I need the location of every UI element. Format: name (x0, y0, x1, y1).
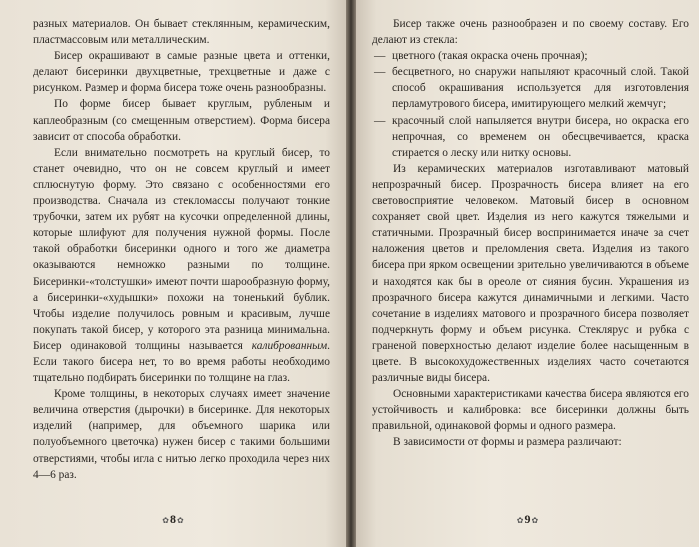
dash-icon: — (374, 66, 386, 79)
left-paragraph-3: По форме бисер бывает круглым, рубленым и каплеобразным (со смещенным отверстием). Форма бисера зависит от способа обработки. (33, 98, 330, 143)
left-paragraph-4-tail: . Если такого бисера нет, то во время работы необходимо тщательно подбирать бисеринки по толщине на глаз. (33, 339, 330, 385)
ornament-icon: ✿ (177, 516, 184, 525)
right-paragraph-3: В зависимости от формы и размера различают: (393, 436, 622, 449)
list-item: — бесцветного, но снаружи напыляют красочный слой. Такой способ окрашивания используется для изготовления перламутрового бисера, имитирующего мелкий жемчуг; (374, 66, 689, 111)
term-calibrated: калиброванным (251, 339, 328, 352)
right-paragraph-1: Из керамических материалов изготавливают матовый непрозрачный бисер. Прозрачность бисера влияет на его световосприятие человеком. Матовый бисер в основном сохраняет свой цвет. Изделия из него кажутся тяжелыми и статичными. Прозрачный бисер воспринимается иначе за счет наложения цветов и преломления света. Изделия из такого бисера при ярком освещении зрительно увеличиваются в объеме и находятся как бы в ореоле от сияния бусин. Украшения из прозрачного бисера кажутся динамичными и легкими. Часто сочетание в изделиях матового и прозрачного бисера позволяет подчеркнуть форму и объем рисунка. Стеклярус и рубка с граненой поверхностью делают изделие более насыщенным в цвете. В высокохудожественных изделиях часто сочетаются различные виды бисера. (372, 162, 689, 385)
dash-icon: — (374, 114, 386, 127)
book-gutter (346, 0, 356, 547)
right-page (356, 0, 699, 547)
left-paragraph-2: Бисер окрашивают в самые разные цвета и оттенки, делают бисеринки двухцветные, трехцветные и даже с рисунком. Размер и форма бисера тоже очень разнообразны. (33, 50, 330, 95)
right-intro: Бисер также очень разнообразен и по своему составу. Его делают из стекла: (372, 18, 689, 47)
page-number-left (0, 512, 346, 527)
page-number-9: 9 (524, 512, 531, 526)
left-paragraph-5: Кроме толщины, в некоторых случаях имеет значение величина отверстия (дырочки) в бисеринке. Для некоторых изделий (например, для объемного шарика или полуобъемного цветочка) нужен бисер с такими большими отверстиями, чтобы игла с нитью легко проходила через них 4—6 раз. (33, 388, 330, 481)
left-page (0, 0, 346, 547)
list-item: — цветного (такая окраска очень прочная); (372, 48, 689, 64)
page-number-right (356, 512, 699, 527)
page-number-8: 8 (170, 512, 176, 526)
ornament-icon: ✿ (516, 516, 524, 525)
dash-icon: — (374, 50, 386, 63)
right-paragraph-2: Основными характеристиками качества бисера являются его устойчивость и калибровка: все бисеринки должны быть правильной, одинаковой формы и одного размера. (372, 388, 689, 433)
ornament-icon: ✿ (162, 516, 169, 525)
list-item: — красочный слой напыляется внутри бисера, но окраска его непрочная, со временем он обесцвечивается, краска стирается о леску или нитку основы. (374, 114, 689, 159)
left-paragraph-4-main: Если внимательно посмотреть на круглый бисер, то станет очевидно, что он не совсем круглый и имеет сплюснутую форму. Это связано с особенностями его производства. Сначала из стекломассы получают тонкие трубочки, затем их рубят на кусочки определенной длины, которые шлифуют для получения нужной формы. После такой обработки бисеринки одного и того же диаметра оказываются немножко разными по толщине. Бисеринки-«толстушки» имеют почти шарообразную форму, а бисеринки-«худышки» похожи на тоненький бублик. Чтобы изделие получилось ровным и красивым, лучше покупать такой бисер, у которого эта разница минимальна. Бисер одинаковой толщины называется (33, 146, 330, 352)
left-paragraph-1: разных материалов. Он бывает стеклянным, керамическим, пластмассовым или металлическим. (33, 18, 330, 47)
left-paragraph-4 (33, 145, 330, 386)
ornament-icon: ✿ (531, 516, 539, 525)
